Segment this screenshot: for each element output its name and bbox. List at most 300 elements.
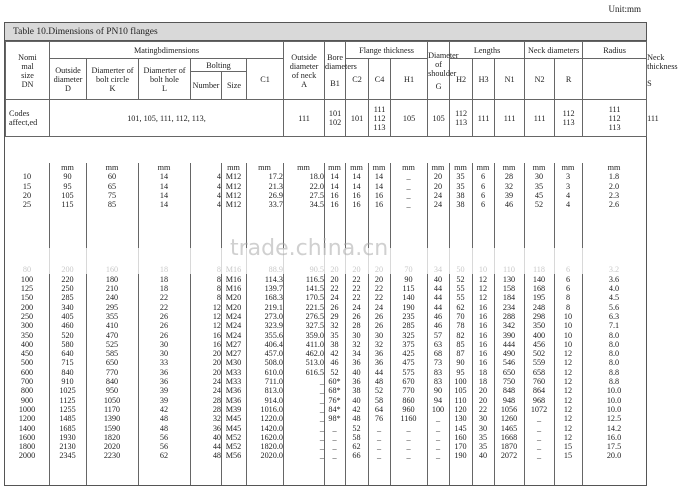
table-cell: 100 — [431, 404, 445, 414]
table-cell: 968 — [532, 395, 546, 405]
table-cell: 295 — [105, 302, 119, 312]
table-cell: 85 — [456, 339, 465, 349]
table-cell: 52 — [456, 274, 465, 284]
table-cell: 26 — [374, 311, 384, 321]
table-cell: 35 — [330, 330, 339, 340]
table-cell: 950 — [105, 386, 119, 396]
table-cell: 1420.0 — [260, 423, 283, 433]
table-cell: 22 — [374, 284, 384, 294]
table-cell: 200 — [20, 302, 34, 312]
table-cell: 28 — [212, 395, 221, 405]
table-cell: 36 — [374, 358, 384, 368]
table-cell: 28 — [504, 172, 514, 182]
table-cell: 33 — [159, 358, 169, 368]
table-cell: 116.5 — [305, 274, 324, 284]
table-cell: 52 — [534, 200, 544, 210]
table-cell: _ — [406, 432, 411, 442]
data-table — [5, 163, 646, 461]
table-cell: 585 — [105, 349, 119, 359]
table-cell: 1820.0 — [260, 442, 283, 452]
table-cell: 12 — [563, 358, 573, 368]
table-cell: 1260 — [500, 414, 518, 424]
table-cell: 58 — [374, 395, 384, 405]
table-cell: 48 — [374, 377, 384, 387]
table-cell: 600 — [20, 367, 34, 377]
table-cell: 16 — [374, 200, 384, 210]
table-cell: 90 — [433, 386, 443, 396]
table-cell: 40 — [212, 432, 221, 442]
table-cell: 48 — [352, 414, 361, 424]
table-cell: 26 — [159, 321, 169, 331]
table-cell: 1.8 — [608, 172, 620, 182]
table-cell: 450 — [20, 349, 34, 359]
table-cell: M12 — [225, 172, 242, 182]
table-cell: 410 — [105, 321, 119, 331]
table-cell: _ — [406, 181, 411, 191]
table-cell: 22 — [352, 274, 361, 284]
table-cell: 17.5 — [606, 442, 622, 452]
table-cell: 22.0 — [309, 181, 324, 191]
table-cell: 12 — [563, 377, 573, 387]
table-cell: 1025 — [59, 386, 76, 396]
table-cell: 34.5 — [309, 200, 324, 210]
table-cell: 2072 — [500, 451, 518, 461]
table-cell: 640 — [61, 349, 74, 359]
header-n2: N2 — [525, 59, 555, 100]
table-cell: 8 — [216, 274, 221, 284]
units-row — [5, 163, 646, 172]
table-cell: 30 — [478, 423, 488, 433]
table-cell: 24 — [374, 302, 384, 312]
table-cell: 12 — [212, 302, 221, 312]
table-row — [5, 331, 646, 340]
table-cell: 39 — [159, 386, 169, 396]
table-cell: 12 — [563, 367, 573, 377]
table-cell: 444 — [502, 339, 516, 349]
rows-small-dn — [5, 172, 646, 209]
table-cell: 22 — [159, 302, 169, 312]
table-cell: 1400 — [18, 423, 36, 433]
table-cell: M52 — [225, 442, 242, 452]
table-cell: 1170 — [103, 404, 121, 414]
codes-a: 111 — [284, 100, 325, 137]
table-cell: 10 — [563, 321, 573, 331]
table-cell: 18 — [159, 274, 169, 284]
table-cell: _ — [406, 442, 411, 452]
table-cell: 68 — [433, 349, 443, 359]
header-c2: C2 — [346, 59, 369, 100]
table-cell: 8.0 — [608, 358, 620, 368]
header-n1: N1 — [495, 59, 525, 100]
table-cell: 14 — [159, 200, 169, 210]
table-cell: 60* — [328, 377, 341, 387]
table-cell: _ — [319, 451, 324, 461]
table-cell: 22 — [374, 293, 384, 303]
table-cell: 28 — [352, 321, 361, 331]
codes-c1: 101 — [346, 100, 369, 137]
table-cell: 10 — [22, 172, 32, 182]
table-cell: 139.7 — [264, 284, 283, 294]
table-cell: _ — [319, 377, 324, 387]
table-cell: M27 — [225, 339, 242, 349]
header-h3: H3 — [473, 59, 495, 100]
header-radius-r: R — [555, 59, 583, 100]
table-cell: 24 — [212, 386, 221, 396]
table-cell: 1600 — [18, 432, 36, 442]
table-cell: 1590 — [103, 423, 121, 433]
table-cell: 52 — [330, 367, 339, 377]
table-cell: 7.1 — [608, 321, 620, 331]
table-cell: 1056 — [500, 404, 518, 414]
table-cell: _ — [536, 414, 542, 424]
table-cell: 16 — [212, 330, 221, 340]
table-cell: 2.6 — [608, 200, 620, 210]
table-cell: 38 — [456, 200, 465, 210]
table-cell: M16 — [225, 284, 242, 294]
table-cell: 8.0 — [608, 330, 620, 340]
table-cell: 340 — [61, 302, 74, 312]
table-cell: 18 — [478, 367, 488, 377]
table-cell: 6 — [480, 190, 486, 200]
table-cell: 95 — [456, 367, 465, 377]
table-cell: _ — [332, 442, 337, 452]
table-cell: 18 — [159, 284, 169, 294]
table-cell: M45 — [225, 423, 242, 433]
codes-r: 111 112 113 — [583, 100, 647, 137]
unit-cell: mm — [502, 163, 516, 172]
table-cell: 32 — [374, 339, 384, 349]
table-cell: 513.0 — [305, 358, 324, 368]
table-cell: 18 — [478, 377, 488, 387]
table-cell: 30 — [159, 339, 169, 349]
table-cell: 4 — [565, 190, 571, 200]
table-cell: 46 — [504, 200, 514, 210]
table-cell: 110 — [454, 395, 467, 405]
table-cell: 16 — [330, 200, 339, 210]
table-cell: M12 — [225, 190, 242, 200]
table-cell: 40 — [352, 395, 361, 405]
table-cell: 12 — [212, 311, 221, 321]
table-cell: 75 — [107, 190, 117, 200]
table-cell: _ — [376, 451, 382, 461]
unit-cell: mm — [532, 163, 546, 172]
table-cell: M24 — [225, 321, 242, 331]
unit-label: Unit:mm — [608, 4, 641, 14]
table-cell: 405 — [61, 311, 74, 321]
table-cell: 390 — [502, 330, 516, 340]
table-cell: 30 — [374, 330, 384, 340]
codes-c2: 111 112 113 — [369, 100, 391, 137]
table-cell: 520 — [61, 330, 74, 340]
table-row — [5, 312, 646, 321]
table-cell: 66 — [352, 451, 361, 461]
table-cell: 30 — [159, 349, 169, 359]
table-cell: 26 — [159, 330, 169, 340]
unit-cell: mm — [258, 163, 271, 172]
table-cell: 715 — [61, 358, 74, 368]
codes-c4: 105 — [391, 100, 428, 137]
table-cell: 1930 — [59, 432, 76, 442]
table-cell: 56 — [159, 432, 169, 442]
table-cell: 62 — [352, 442, 361, 452]
table-cell: 114.3 — [264, 274, 283, 284]
table-cell: 150 — [20, 293, 34, 303]
table-cell: 36 — [352, 377, 361, 387]
table-cell: 914.0 — [264, 395, 283, 405]
table-cell: _ — [435, 451, 441, 461]
table-cell: 1220.0 — [260, 414, 283, 424]
header-bolt-hole: Diamerter of bolt hole L — [139, 59, 191, 100]
table-cell: 64 — [374, 404, 384, 414]
table-cell: 38 — [456, 190, 465, 200]
table-cell: 42 — [330, 349, 339, 359]
table-cell: _ — [376, 423, 382, 433]
unit-cell — [5, 163, 49, 172]
table-cell: 90 — [63, 172, 72, 182]
table-cell: 4 — [216, 190, 221, 200]
table-cell: 210 — [105, 284, 119, 294]
table-cell: 18.0 — [309, 172, 324, 182]
table-cell: 20 — [374, 274, 384, 284]
table-cell: 70 — [456, 311, 465, 321]
table-cell: 2130 — [59, 442, 76, 452]
table-cell: 1485 — [59, 414, 76, 424]
table-cell: 700 — [20, 377, 34, 387]
table-cell: 2230 — [103, 451, 121, 461]
table-cell: 120 — [454, 404, 467, 414]
table-row — [5, 442, 646, 451]
table-cell: 248 — [532, 302, 546, 312]
table-cell: 130 — [454, 414, 467, 424]
table-cell: 3 — [565, 172, 571, 182]
header-radius: Radius — [583, 42, 647, 59]
table-row — [5, 321, 646, 330]
table-title: Table 10.Dimensions of PN10 flanges — [5, 23, 646, 41]
table-cell: 24 — [212, 377, 221, 387]
table-cell: 760 — [532, 377, 546, 387]
table-cell: _ — [406, 172, 411, 182]
table-cell: 6.3 — [608, 311, 620, 321]
table-cell: 22 — [352, 284, 361, 294]
table-cell: 750 — [502, 377, 516, 387]
table-cell: 475 — [402, 358, 415, 368]
table-cell: 20 — [22, 190, 32, 200]
table-cell: 14 — [374, 172, 384, 182]
header-lengths: Lengths — [450, 42, 525, 59]
table-cell: 948 — [502, 395, 516, 405]
table-cell: _ — [332, 451, 337, 461]
table-cell: 2345 — [59, 451, 76, 461]
table-cell: 68* — [328, 386, 341, 396]
table-cell: 95 — [63, 181, 72, 191]
units-row-group — [5, 163, 646, 172]
table-cell: 20 — [330, 274, 339, 284]
table-cell: 16 — [478, 339, 488, 349]
table-cell: 52 — [352, 423, 361, 433]
table-row — [5, 368, 646, 377]
table-row — [5, 172, 646, 181]
header-nominal-size: Nomi mal size DN — [6, 42, 50, 100]
table-cell: 1000 — [18, 404, 36, 414]
table-cell: 40 — [352, 367, 361, 377]
table-cell: 457.0 — [264, 349, 283, 359]
table-cell: 36 — [159, 367, 169, 377]
table-cell: 15 — [22, 181, 32, 191]
table-cell: 140 — [532, 274, 546, 284]
table-row — [5, 200, 646, 209]
table-cell: 20 — [212, 349, 221, 359]
table-cell: 83 — [433, 377, 443, 387]
table-cell: 546 — [502, 358, 516, 368]
unit-cell — [190, 163, 221, 172]
table-cell: 38 — [330, 339, 339, 349]
table-cell: 250 — [20, 311, 34, 321]
table-cell: 20 — [433, 181, 443, 191]
table-cell: _ — [376, 432, 382, 442]
table-cell: 1620.0 — [260, 432, 283, 442]
table-cell: 24 — [352, 302, 361, 312]
table-cell: M36 — [225, 386, 242, 396]
table-cell: 1668 — [500, 432, 518, 442]
table-cell: 30 — [352, 330, 361, 340]
table-cell: _ — [319, 442, 324, 452]
table-row — [5, 377, 646, 386]
table-cell: 325 — [402, 330, 415, 340]
table-cell: 12 — [563, 432, 573, 442]
table-cell: 300 — [20, 321, 34, 331]
header-outside-neck: Outside diameter of neck A — [284, 42, 325, 100]
table-cell: 276.5 — [305, 311, 324, 321]
table-cell: _ — [332, 423, 337, 433]
table-cell: 44 — [212, 442, 221, 452]
table-cell: 44 — [433, 293, 443, 303]
data-area — [5, 163, 646, 461]
table-cell: 16 — [352, 190, 361, 200]
table-cell: 12 — [563, 395, 573, 405]
table-cell: 1800 — [18, 442, 36, 452]
table-cell: M30 — [225, 358, 242, 368]
table-cell: 20 — [212, 367, 221, 377]
table-cell: 12 — [478, 274, 488, 284]
table-cell: 94 — [433, 395, 443, 405]
table-cell: 900 — [20, 395, 34, 405]
table-cell: 56 — [159, 442, 169, 452]
table-cell: 14 — [159, 172, 169, 182]
table-cell: 170 — [454, 442, 467, 452]
table-cell: 960 — [402, 404, 415, 414]
table-cell: 84* — [328, 404, 341, 414]
table-cell: 141.5 — [305, 284, 324, 294]
table-cell: _ — [319, 414, 324, 424]
table-cell: 90 — [456, 358, 465, 368]
table-cell: _ — [536, 432, 542, 442]
table-cell: 22 — [352, 293, 361, 303]
unit-cell: mm — [431, 163, 445, 172]
table-cell: 190 — [454, 451, 467, 461]
table-cell: 16 — [478, 311, 488, 321]
table-cell: 240 — [105, 293, 119, 303]
table-cell: 16.0 — [606, 432, 622, 442]
table-cell: 26 — [374, 321, 384, 331]
table-cell: 12.5 — [606, 414, 622, 424]
table-cell: 1072 — [530, 404, 548, 414]
table-cell: 195 — [532, 293, 546, 303]
table-row — [5, 451, 646, 460]
table-cell: 105 — [454, 386, 467, 396]
table-cell: 57 — [433, 330, 443, 340]
table-cell: _ — [319, 423, 324, 433]
table-cell: 35 — [478, 432, 488, 442]
table-cell: 28 — [212, 404, 221, 414]
header-bolt-circle: Diamerter of bolt circle K — [87, 59, 139, 100]
table-cell: 14 — [159, 190, 169, 200]
table-cell: 288 — [502, 311, 516, 321]
table-cell: 16 — [478, 349, 488, 359]
table-cell: 44 — [433, 284, 443, 294]
header-c1: C1 — [247, 59, 284, 100]
table-cell: 6 — [480, 172, 486, 182]
table-cell: 14 — [330, 181, 339, 191]
table-cell: 32 — [330, 321, 339, 331]
table-row — [5, 386, 646, 395]
table-row — [5, 191, 646, 200]
table-cell: M16 — [225, 274, 242, 284]
table-cell: 140 — [402, 293, 415, 303]
table-cell: 35 — [478, 442, 488, 452]
flange-table-frame — [4, 22, 678, 486]
header-bolting: Bolting — [191, 59, 247, 72]
table-cell: 6 — [480, 200, 486, 210]
table-cell: _ — [376, 442, 382, 452]
table-cell: 38 — [352, 386, 361, 396]
table-cell: 125 — [20, 284, 34, 294]
table-cell: M39 — [225, 404, 242, 414]
table-cell: 16 — [478, 330, 488, 340]
table-cell: 160 — [454, 432, 467, 442]
table-cell: 670 — [402, 377, 415, 387]
table-cell: M33 — [225, 377, 242, 387]
table-cell: 12 — [563, 423, 573, 433]
table-cell: 6 — [480, 181, 486, 191]
table-cell: 8 — [565, 293, 571, 303]
table-cell: 184 — [502, 293, 516, 303]
unit-cell: mm — [607, 163, 621, 172]
unit-cell: mm — [328, 163, 341, 172]
table-cell: 462.0 — [305, 349, 324, 359]
table-cell: 285 — [61, 293, 74, 303]
table-cell: 36 — [352, 358, 361, 368]
table-cell: 460 — [61, 321, 74, 331]
table-cell: 33.7 — [268, 200, 283, 210]
table-cell: 500 — [20, 358, 34, 368]
table-cell: 24 — [433, 190, 443, 200]
header-mating-dimensions: Matingbdimensions — [50, 42, 284, 59]
table-cell: M56 — [225, 451, 242, 461]
table-cell: _ — [536, 451, 542, 461]
table-cell: 29 — [330, 311, 339, 321]
table-cell: 42 — [159, 404, 169, 414]
header-flange-thickness: Flange thickness — [346, 42, 428, 59]
header-shoulder: Diameter of shoulder G — [428, 42, 450, 100]
table-cell: 20 — [212, 358, 221, 368]
table-cell: 26 — [352, 311, 361, 321]
table-cell: 4 — [216, 200, 221, 210]
table-cell: 48 — [212, 451, 221, 461]
table-cell: M20 — [225, 293, 242, 303]
table-cell: 770 — [105, 367, 119, 377]
header-bolt-number: Number — [191, 72, 222, 100]
table-cell: 100 — [20, 274, 34, 284]
